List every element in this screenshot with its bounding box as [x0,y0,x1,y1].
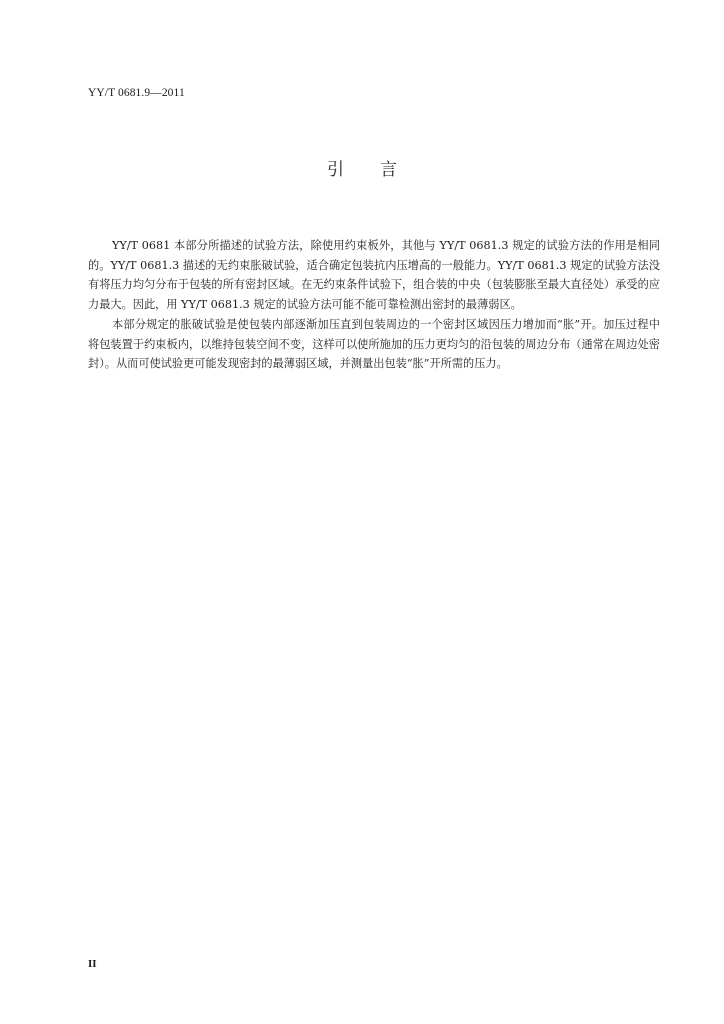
paragraph: YY/T 0681 本部分所描述的试验方法，除使用约束板外，其他与 YY/T 0681.3 规定的试验方法的作用是相同的。YY/T 0681.3 描述的无约束胀破试验，适合确定包装抗内压增高的一般能力。YY/T 0681.3 规定的试验方法没有将压力均匀分布于包装的所有密封区域。在无约束条件试验下，组合装的中央（包装膨胀至最大直径处）承受的应力最大。因此，用 YY/T 0681.3 规定的试验方法可能不能可靠检测出密封的最薄弱区。 [88,239,660,312]
body-text [88,236,660,374]
paragraph: 本部分规定的胀破试验是使包装内部逐渐加压直到包装周边的一个密封区域因压力增加而“胀”开。加压过程中将包装置于约束板内，以维持包装空间不变，这样可以使所施加的压力更均匀的沿包装的周边分布（通常在周边处密封）。从而可使试验更可能发现密封的最薄弱区域，并测量出包装“胀”开所需的压力。 [88,317,660,371]
section-title: 引言 [327,160,433,180]
page-number: II [88,958,97,970]
standard-number-header: YY/T 0681.9—2011 [88,87,185,99]
